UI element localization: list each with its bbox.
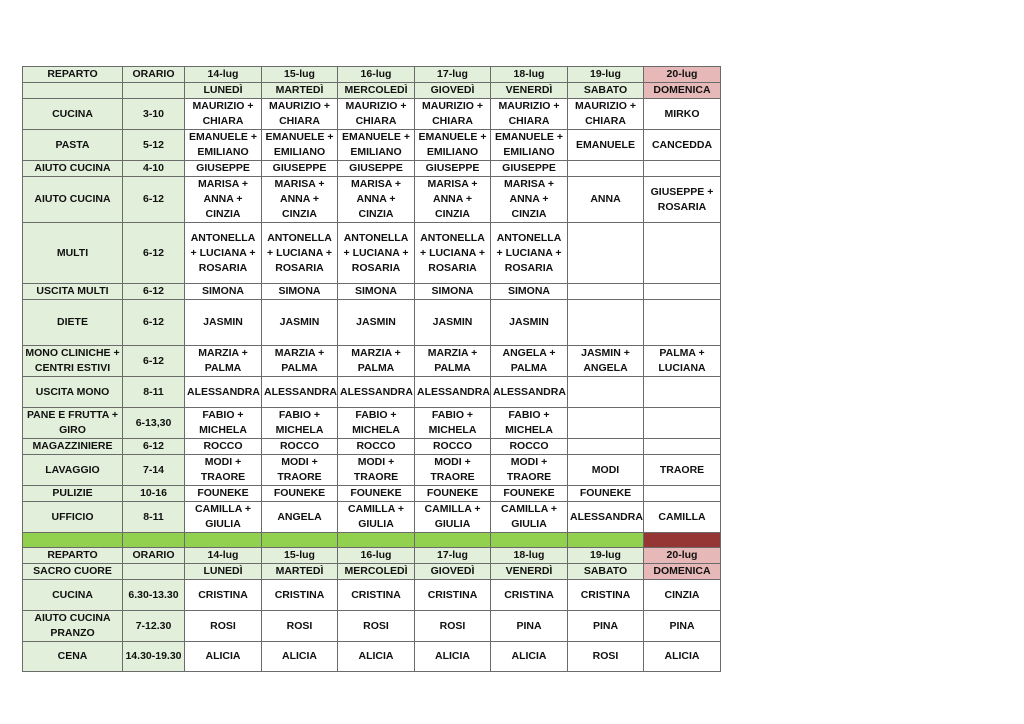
cell: LAVAGGIO — [23, 455, 123, 486]
cell — [644, 408, 721, 439]
cell — [23, 83, 123, 99]
table-row — [23, 408, 721, 439]
cell — [568, 408, 644, 439]
cell: GIUSEPPE — [262, 161, 338, 177]
cell: GIUSEPPE — [185, 161, 262, 177]
cell: JASMIN — [262, 300, 338, 346]
cell: MODI — [568, 455, 644, 486]
cell: MAURIZIO + CHIARA — [338, 99, 415, 130]
cell — [568, 300, 644, 346]
cell: MAURIZIO + CHIARA — [185, 99, 262, 130]
cell — [644, 223, 721, 284]
cell: PINA — [568, 611, 644, 642]
separator-cell — [123, 533, 185, 548]
cell: GIUSEPPE — [338, 161, 415, 177]
cell: PANE E FRUTTA + GIRO — [23, 408, 123, 439]
cell: ALESSANDRA — [491, 377, 568, 408]
cell: MARZIA + PALMA — [185, 346, 262, 377]
cell: MODI + TRAORE — [491, 455, 568, 486]
subheader-row — [23, 564, 721, 580]
cell: 7-12.30 — [123, 611, 185, 642]
cell: ROSI — [415, 611, 491, 642]
cell — [123, 83, 185, 99]
cell: LUNEDÌ — [185, 564, 262, 580]
cell: SIMONA — [415, 284, 491, 300]
table-row — [23, 455, 721, 486]
cell: CUCINA — [23, 99, 123, 130]
cell: DOMENICA — [644, 83, 721, 99]
cell: MAURIZIO + CHIARA — [262, 99, 338, 130]
cell: CENA — [23, 642, 123, 672]
cell: MARISA + ANNA + CINZIA — [491, 177, 568, 223]
cell: GIUSEPPE + ROSARIA — [644, 177, 721, 223]
cell: 7-14 — [123, 455, 185, 486]
cell: ROCCO — [415, 439, 491, 455]
cell: 16-lug — [338, 548, 415, 564]
separator-cell — [185, 533, 262, 548]
cell: 8-11 — [123, 502, 185, 533]
cell: ALICIA — [185, 642, 262, 672]
cell: 14-lug — [185, 67, 262, 83]
cell: FABIO + MICHELA — [185, 408, 262, 439]
cell: FABIO + MICHELA — [338, 408, 415, 439]
cell: SIMONA — [262, 284, 338, 300]
cell: 16-lug — [338, 67, 415, 83]
cell: ALESSANDRA — [262, 377, 338, 408]
cell: CUCINA — [23, 580, 123, 611]
cell: MARZIA + PALMA — [415, 346, 491, 377]
cell — [568, 377, 644, 408]
cell: PULIZIE — [23, 486, 123, 502]
cell: MARTEDÌ — [262, 83, 338, 99]
cell: 17-lug — [415, 548, 491, 564]
cell: GIOVEDÌ — [415, 83, 491, 99]
cell: CRISTINA — [415, 580, 491, 611]
cell: CANCEDDA — [644, 130, 721, 161]
cell: FABIO + MICHELA — [415, 408, 491, 439]
separator-cell — [644, 533, 721, 548]
cell — [568, 439, 644, 455]
cell: CAMILLA + GIULIA — [338, 502, 415, 533]
cell: 20-lug — [644, 67, 721, 83]
cell: GIOVEDÌ — [415, 564, 491, 580]
cell: ANTONELLA + LUCIANA + ROSARIA — [491, 223, 568, 284]
cell: FOUNEKE — [491, 486, 568, 502]
cell: PASTA — [23, 130, 123, 161]
cell: DIETE — [23, 300, 123, 346]
table-row — [23, 177, 721, 223]
cell: MODI + TRAORE — [338, 455, 415, 486]
cell: MAURIZIO + CHIARA — [415, 99, 491, 130]
cell: 15-lug — [262, 548, 338, 564]
cell: ANTONELLA + LUCIANA + ROSARIA — [338, 223, 415, 284]
separator-cell — [338, 533, 415, 548]
cell: MERCOLEDÌ — [338, 83, 415, 99]
cell: USCITA MONO — [23, 377, 123, 408]
cell: ANTONELLA + LUCIANA + ROSARIA — [415, 223, 491, 284]
table-row — [23, 284, 721, 300]
schedule-table — [22, 66, 721, 672]
cell — [644, 377, 721, 408]
cell: GIUSEPPE — [415, 161, 491, 177]
cell: 3-10 — [123, 99, 185, 130]
cell: SACRO CUORE — [23, 564, 123, 580]
cell: MARTEDÌ — [262, 564, 338, 580]
cell: UFFICIO — [23, 502, 123, 533]
cell: ANNA — [568, 177, 644, 223]
cell: FOUNEKE — [185, 486, 262, 502]
cell: 15-lug — [262, 67, 338, 83]
cell: LUNEDÌ — [185, 83, 262, 99]
cell: ALESSANDRA — [568, 502, 644, 533]
cell: MULTI — [23, 223, 123, 284]
separator-row — [23, 533, 721, 548]
cell: 19-lug — [568, 548, 644, 564]
cell: SABATO — [568, 564, 644, 580]
cell: ANGELA + PALMA — [491, 346, 568, 377]
cell: ALICIA — [644, 642, 721, 672]
cell: MAURIZIO + CHIARA — [491, 99, 568, 130]
cell: FOUNEKE — [568, 486, 644, 502]
cell: AIUTO CUCINA PRANZO — [23, 611, 123, 642]
cell: 14-lug — [185, 548, 262, 564]
separator-cell — [491, 533, 568, 548]
cell — [568, 284, 644, 300]
cell: 19-lug — [568, 67, 644, 83]
cell: CAMILLA — [644, 502, 721, 533]
table-row — [23, 642, 721, 672]
cell: CAMILLA + GIULIA — [415, 502, 491, 533]
cell: 6-12 — [123, 346, 185, 377]
cell: MARISA + ANNA + CINZIA — [185, 177, 262, 223]
cell: CINZIA — [644, 580, 721, 611]
table-row — [23, 130, 721, 161]
table-row — [23, 439, 721, 455]
cell: FOUNEKE — [338, 486, 415, 502]
cell: VENERDÌ — [491, 564, 568, 580]
subheader-row — [23, 83, 721, 99]
cell: MARISA + ANNA + CINZIA — [338, 177, 415, 223]
cell: EMANUELE — [568, 130, 644, 161]
cell: JASMIN — [415, 300, 491, 346]
cell: ALESSANDRA — [185, 377, 262, 408]
cell: SABATO — [568, 83, 644, 99]
cell: CRISTINA — [262, 580, 338, 611]
table-row — [23, 611, 721, 642]
cell: ANTONELLA + LUCIANA + ROSARIA — [262, 223, 338, 284]
cell: JASMIN — [185, 300, 262, 346]
cell: 6-12 — [123, 284, 185, 300]
cell: CAMILLA + GIULIA — [491, 502, 568, 533]
cell — [644, 284, 721, 300]
cell: MODI + TRAORE — [262, 455, 338, 486]
cell: CRISTINA — [491, 580, 568, 611]
header-row — [23, 548, 721, 564]
cell: ORARIO — [123, 67, 185, 83]
cell — [123, 564, 185, 580]
cell: 4-10 — [123, 161, 185, 177]
cell: MODI + TRAORE — [415, 455, 491, 486]
cell: JASMIN — [491, 300, 568, 346]
cell: ANGELA — [262, 502, 338, 533]
cell: ROSI — [262, 611, 338, 642]
cell: MARZIA + PALMA — [338, 346, 415, 377]
cell: CRISTINA — [338, 580, 415, 611]
cell: PINA — [491, 611, 568, 642]
cell: 6-12 — [123, 300, 185, 346]
separator-cell — [262, 533, 338, 548]
separator-cell — [415, 533, 491, 548]
cell: CRISTINA — [568, 580, 644, 611]
cell: ALESSANDRA — [415, 377, 491, 408]
cell: 14.30-19.30 — [123, 642, 185, 672]
cell: 6-12 — [123, 223, 185, 284]
cell: REPARTO — [23, 548, 123, 564]
cell: MARISA + ANNA + CINZIA — [262, 177, 338, 223]
cell: FABIO + MICHELA — [262, 408, 338, 439]
cell: ROCCO — [185, 439, 262, 455]
cell: CAMILLA + GIULIA — [185, 502, 262, 533]
cell: ROCCO — [491, 439, 568, 455]
cell: MIRKO — [644, 99, 721, 130]
cell: ROCCO — [262, 439, 338, 455]
cell: EMANUELE + EMILIANO — [491, 130, 568, 161]
cell: TRAORE — [644, 455, 721, 486]
cell: FABIO + MICHELA — [491, 408, 568, 439]
cell: 6.30-13.30 — [123, 580, 185, 611]
cell: MAGAZZINIERE — [23, 439, 123, 455]
cell — [568, 161, 644, 177]
cell: ALESSANDRA — [338, 377, 415, 408]
cell: 5-12 — [123, 130, 185, 161]
cell: MARISA + ANNA + CINZIA — [415, 177, 491, 223]
cell: 8-11 — [123, 377, 185, 408]
cell: 10-16 — [123, 486, 185, 502]
cell: 6-13,30 — [123, 408, 185, 439]
cell: ROSI — [338, 611, 415, 642]
cell: ROCCO — [338, 439, 415, 455]
cell: MERCOLEDÌ — [338, 564, 415, 580]
cell: AIUTO CUCINA — [23, 161, 123, 177]
separator-cell — [23, 533, 123, 548]
cell: PALMA + LUCIANA — [644, 346, 721, 377]
cell: ROSI — [185, 611, 262, 642]
cell — [644, 486, 721, 502]
cell: EMANUELE + EMILIANO — [415, 130, 491, 161]
cell: PINA — [644, 611, 721, 642]
cell: MODI + TRAORE — [185, 455, 262, 486]
cell: DOMENICA — [644, 564, 721, 580]
cell: EMANUELE + EMILIANO — [338, 130, 415, 161]
cell: VENERDÌ — [491, 83, 568, 99]
cell: FOUNEKE — [415, 486, 491, 502]
cell: SIMONA — [185, 284, 262, 300]
cell — [644, 300, 721, 346]
cell — [644, 439, 721, 455]
header-row — [23, 67, 721, 83]
cell: JASMIN + ANGELA — [568, 346, 644, 377]
table-row — [23, 300, 721, 346]
cell: JASMIN — [338, 300, 415, 346]
cell: REPARTO — [23, 67, 123, 83]
table-row — [23, 161, 721, 177]
cell: SIMONA — [338, 284, 415, 300]
cell: USCITA MULTI — [23, 284, 123, 300]
cell: EMANUELE + EMILIANO — [185, 130, 262, 161]
table-row — [23, 580, 721, 611]
cell: MAURIZIO + CHIARA — [568, 99, 644, 130]
cell: 6-12 — [123, 177, 185, 223]
cell: SIMONA — [491, 284, 568, 300]
cell: AIUTO CUCINA — [23, 177, 123, 223]
cell: 17-lug — [415, 67, 491, 83]
cell: ALICIA — [338, 642, 415, 672]
cell: ALICIA — [415, 642, 491, 672]
cell: ANTONELLA + LUCIANA + ROSARIA — [185, 223, 262, 284]
cell: CRISTINA — [185, 580, 262, 611]
cell — [568, 223, 644, 284]
cell: ORARIO — [123, 548, 185, 564]
cell: ROSI — [568, 642, 644, 672]
cell — [644, 161, 721, 177]
separator-cell — [568, 533, 644, 548]
cell: EMANUELE + EMILIANO — [262, 130, 338, 161]
table-row — [23, 223, 721, 284]
table-row — [23, 486, 721, 502]
cell: 18-lug — [491, 548, 568, 564]
cell: 18-lug — [491, 67, 568, 83]
cell: ALICIA — [491, 642, 568, 672]
cell: 20-lug — [644, 548, 721, 564]
cell: MONO CLINICHE + CENTRI ESTIVI — [23, 346, 123, 377]
cell: MARZIA + PALMA — [262, 346, 338, 377]
table-row — [23, 99, 721, 130]
cell: ALICIA — [262, 642, 338, 672]
cell: GIUSEPPE — [491, 161, 568, 177]
cell: 6-12 — [123, 439, 185, 455]
table-row — [23, 346, 721, 377]
table-row — [23, 502, 721, 533]
table-row — [23, 377, 721, 408]
cell: FOUNEKE — [262, 486, 338, 502]
